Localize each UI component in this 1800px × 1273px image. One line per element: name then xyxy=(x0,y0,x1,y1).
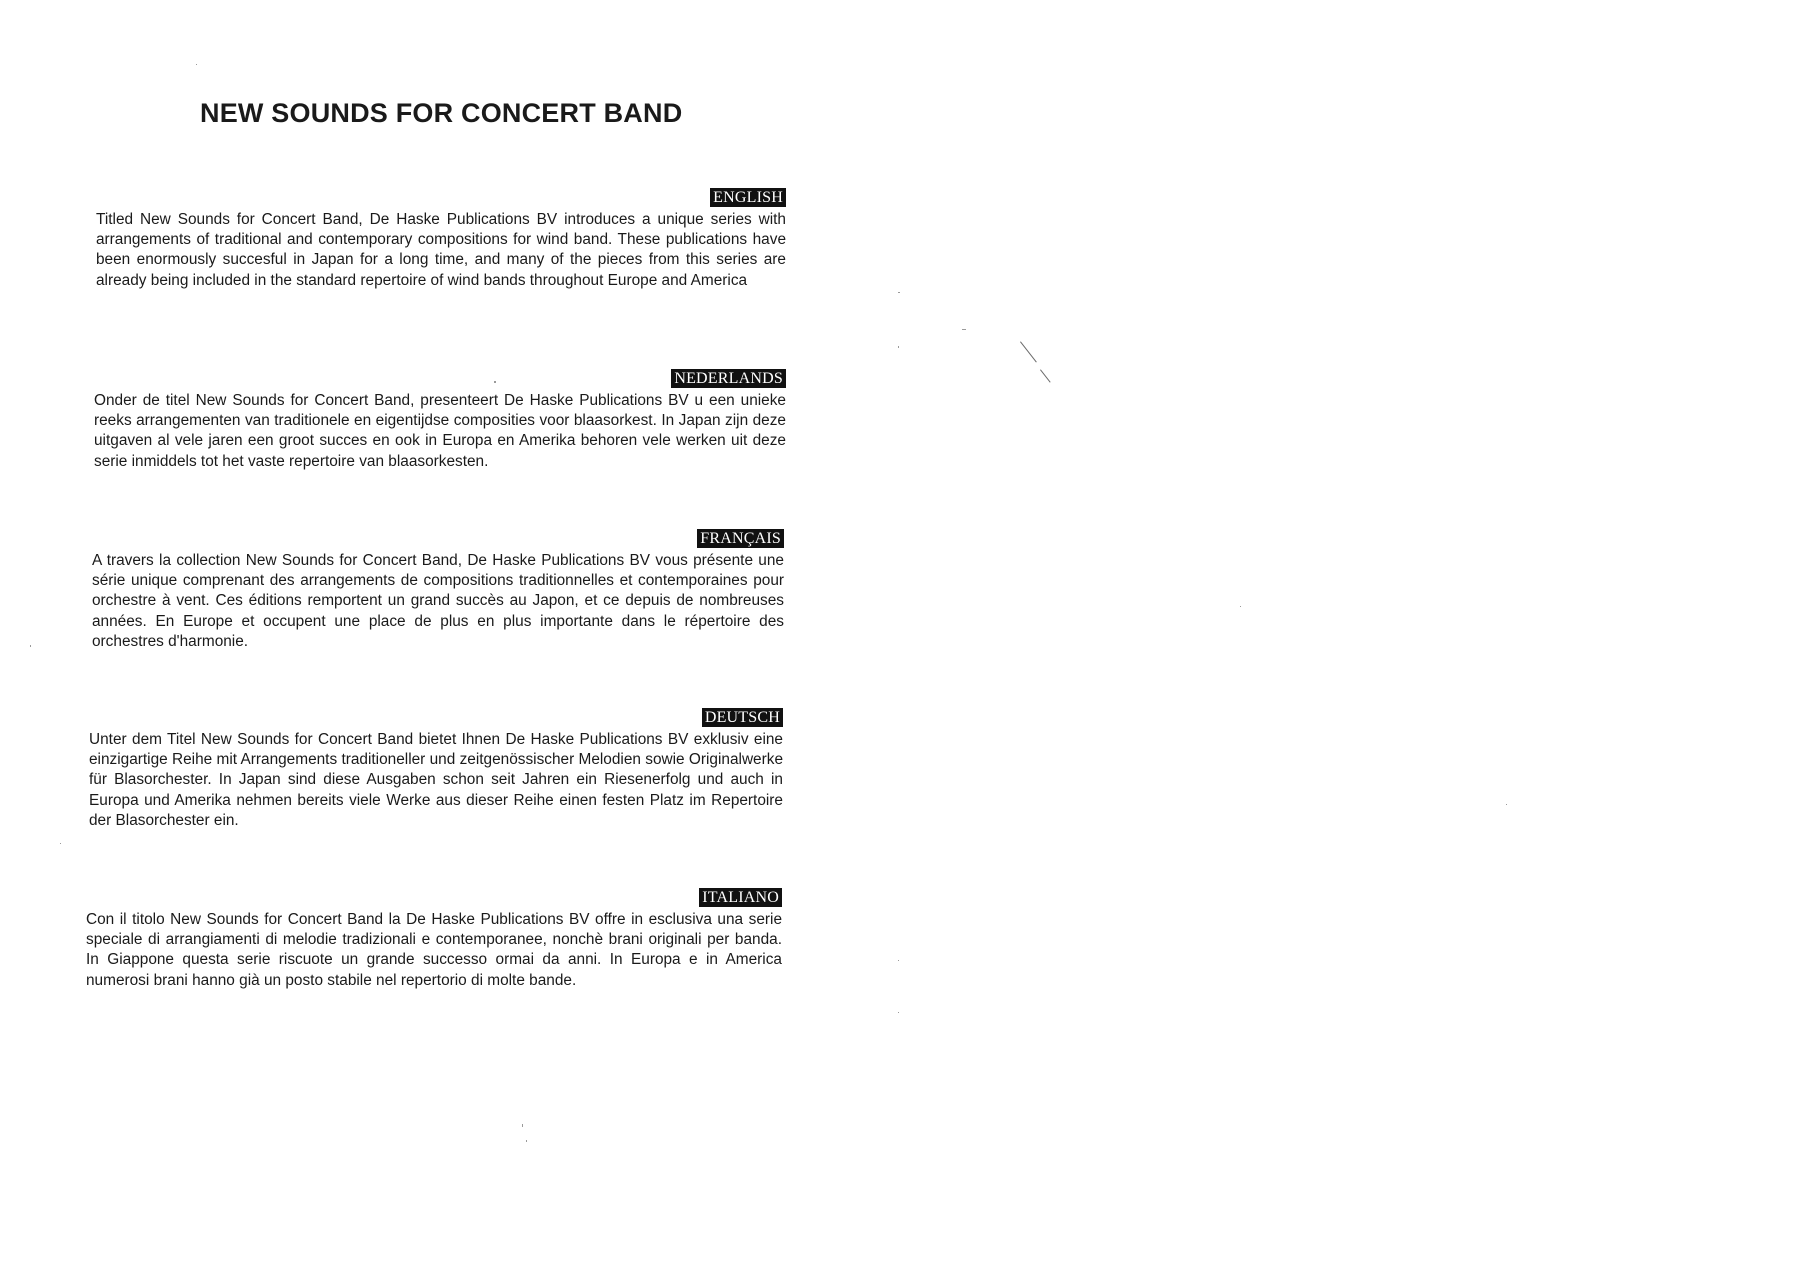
scan-scratch-mark xyxy=(1040,369,1051,382)
scan-speck xyxy=(898,346,899,348)
language-badge-dutch: NEDERLANDS xyxy=(671,369,786,388)
section-italian xyxy=(86,888,782,991)
section-german xyxy=(89,708,783,831)
scan-speck xyxy=(196,64,197,65)
scan-scratch-mark xyxy=(1020,341,1037,362)
section-text-english: Titled New Sounds for Concert Band, De Haske Publications BV introduces a unique series with arrangements of traditional and contemporary compositions for wind band. These publications have been enormously succesful in Japan for a long time, and many of the pieces from this series are already being included in the standard repertoire of wind bands throughout Europe and America xyxy=(96,211,786,289)
scan-speck xyxy=(522,1124,523,1127)
language-badge-english: ENGLISH xyxy=(710,188,786,207)
section-text-italian: Con il titolo New Sounds for Concert Band la De Haske Publications BV offre in esclusiva una serie speciale di arrangiamenti di melodie tradizionali e contemporanee, nonchè brani originali per banda. In Giappone questa serie riscuote un grande successo ormai da anni. In Europa e in America numerosi brani hanno già un posto stabile nel repertorio di molte bande. xyxy=(86,911,782,989)
section-french xyxy=(92,529,784,652)
scan-speck xyxy=(898,292,900,293)
language-badge-french: FRANÇAIS xyxy=(697,529,784,548)
scan-speck xyxy=(898,960,899,961)
scan-speck xyxy=(526,1140,527,1142)
section-text-french: A travers la collection New Sounds for Concert Band, De Haske Publications BV vous présente une série unique comprenant des arrangements de compositions traditionnelles et contemporaines pour orchestre à vent. Ces éditions remportent un grand succès au Japon, et ce depuis de nombreuses années. En Europe et occupent une place de plus en plus importante dans le répertoire des orchestres d'harmonie. xyxy=(92,552,784,650)
scan-speck xyxy=(30,645,31,647)
page-title: NEW SOUNDS FOR CONCERT BAND xyxy=(200,98,683,128)
section-text-dutch: Onder de titel New Sounds for Concert Band, presenteert De Haske Publications BV u een unieke reeks arrangementen van traditionele en eigentijdse composities voor blaasorkest. In Japan zijn deze uitgaven al vele jaren een groot succes en ook in Europa en Amerika behoren vele werken uit deze serie inmiddels tot het vaste repertoire van blaasorkesten. xyxy=(94,392,786,470)
section-text-german: Unter dem Titel New Sounds for Concert Band bietet Ihnen De Haske Publications BV exklusiv eine einzigartige Reihe mit Arrangements traditioneller und zeitgenössischer Melodien sowie Originalwerke für Blasorchester. In Japan sind diese Ausgaben schon seit Jahren ein Riesenerfolg und auch in Europa und Amerika nehmen bereits viele Werke aus dieser Reihe einen festen Platz im Repertoire der Blasorchester ein. xyxy=(89,731,783,829)
scan-speck xyxy=(494,381,496,383)
language-badge-italian: ITALIANO xyxy=(699,888,782,907)
scan-speck xyxy=(898,1012,899,1013)
scan-speck xyxy=(962,329,966,330)
language-badge-german: DEUTSCH xyxy=(702,708,783,727)
section-english xyxy=(96,188,786,291)
scan-speck xyxy=(1240,606,1241,607)
section-dutch xyxy=(94,369,786,472)
scan-speck xyxy=(1506,804,1507,805)
scan-speck xyxy=(60,843,61,844)
